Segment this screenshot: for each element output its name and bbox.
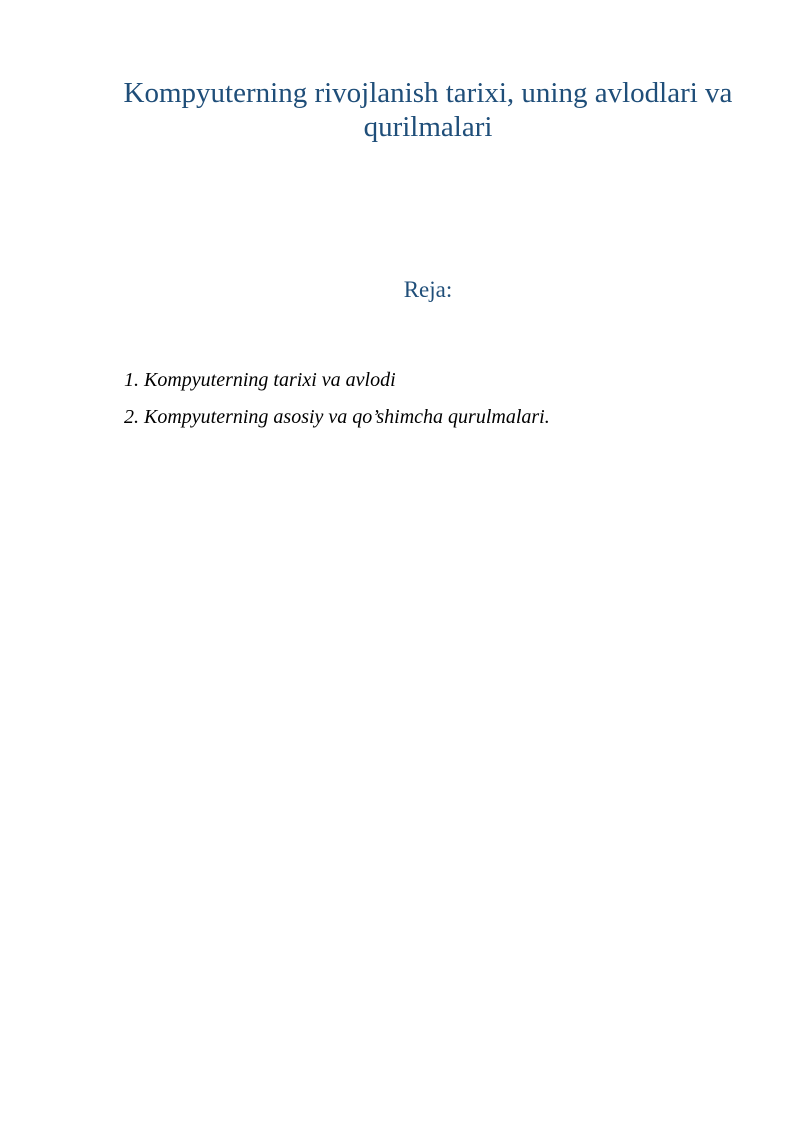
- plan-item-1: 1. Kompyuterning tarixi va avlodi: [124, 369, 396, 391]
- plan-item-2: 2. Kompyuterning asosiy va qo’shimcha qurulmalari.: [124, 406, 550, 428]
- plan-list: [124, 366, 764, 440]
- plan-heading: Reja:: [403, 277, 453, 302]
- document-title: Kompyuterning rivojlanish tarixi, uning avlodlari va qurilmalari: [123, 77, 733, 143]
